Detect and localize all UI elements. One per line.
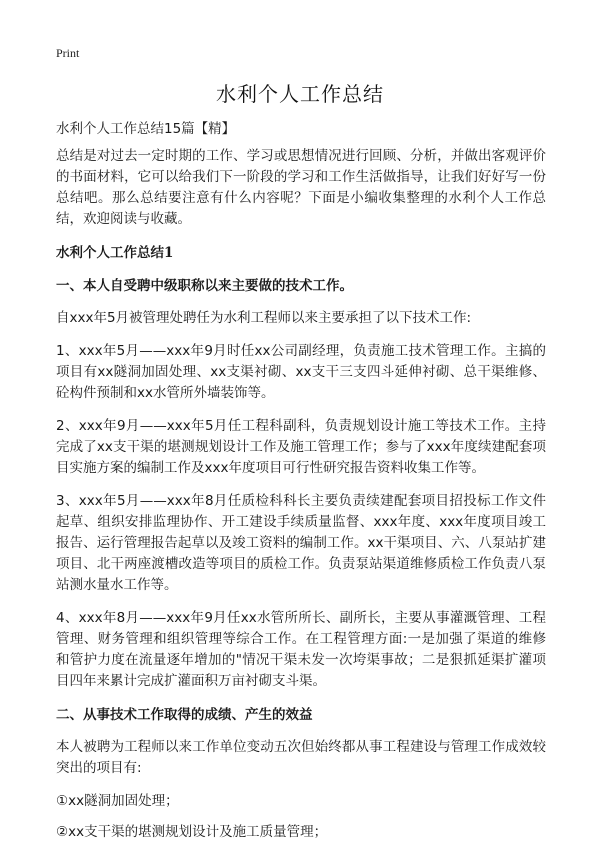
intro-paragraph: 总结是对过去一定时期的工作、学习或思想情况进行回顾、分析，并做出客观评价的书面材料，它可以给我们下一阶段的学习和工作生活做指导，让我们好好写一份总结吧。那么总结要注意有什么内容呢？下面是小编收集整理的水利个人工作总结，欢迎阅读与收藏。 [56, 148, 546, 227]
paragraph-1: 自xxx年5月被管理处聘任为水利工程师以来主要承担了以下技术工作: [56, 310, 472, 326]
list-item: ①xx隧洞加固处理； [56, 793, 179, 809]
document-body [56, 118, 546, 853]
print-label: Print [56, 46, 80, 60]
document-subtitle: 水利个人工作总结15篇【精】 [56, 121, 236, 137]
document-title: 水利个人工作总结 [216, 82, 384, 106]
paragraph-2: 1、xxx年5月——xxx年9月时任xx公司副经理，负责施工技术管理工作。主搞的项目有xx隧洞加固处理、xx支渠衬砌、xx支干三支四斗延伸衬砌、总干渠维修、砼构件预制和xx水管所外墙装饰等。 [56, 343, 546, 401]
paragraph-4: 3、xxx年5月——xxx年8月任质检科科长主要负责续建配套项目招投标工作文件起草、组织安排监理协作、开工建设手续质量监督、xxx年度、xxx年度项目竣工报告、运行管理报告起草以及竣工资料的编制工作。xx干渠项目、六、八泵站扩建项目、北干两座渡槽改造等项目的质检工作。负责泵站渠道维修质检工作负责八泵站测水量水工作等。 [56, 493, 546, 593]
paragraph-3: 2、xxx年9月——xxx年5月任工程科副科，负责规划设计施工等技术工作。主持完成了xx支干渠的堪测规划设计工作及施工管理工作；参与了xxx年度续建配套项目实施方案的编制工作及xxx年度项目可行性研究报告资料收集工作等。 [56, 418, 546, 476]
paragraph-5: 4、xxx年8月——xxx年9月任xx水管所所长、副所长，主要从事灌溉管理、工程管理、财务管理和组织管理等综合工作。在工程管理方面:一是加强了渠道的维修和管护力度在流量逐年增加的"情况干渠未发一次垮渠事故；二是狠抓延渠扩灌项目四年来累计完成扩灌面积万亩衬砌支斗渠。 [56, 610, 546, 689]
section-title: 水利个人工作总结1 [56, 245, 174, 261]
heading-achievements: 二、从事技术工作取得的成绩、产生的效益 [56, 707, 313, 723]
paragraph-6: 本人被聘为工程师以来工作单位变动五次但始终都从事工程建设与管理工作成效较突出的项目有: [56, 739, 546, 776]
heading-technical-work: 一、本人自受聘中级职称以来主要做的技术工作。 [56, 278, 353, 294]
list-item: ②xx支干渠的堪测规划设计及施工质量管理； [56, 824, 328, 840]
